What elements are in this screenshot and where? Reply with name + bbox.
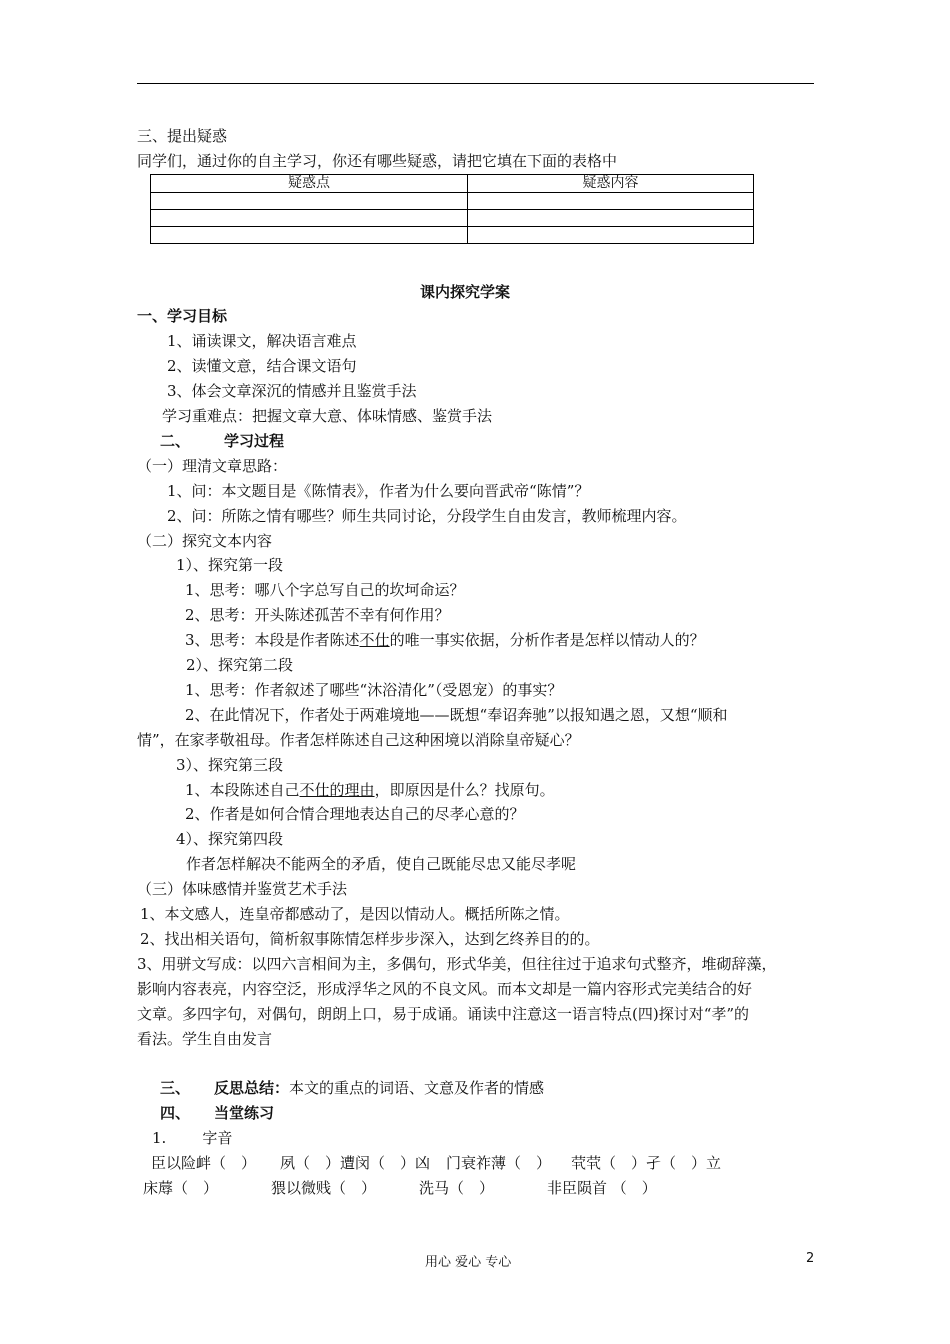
pronunciation-item: 非臣陨首 （ ） xyxy=(547,1179,657,1197)
process-heading xyxy=(160,431,284,451)
table-cell[interactable] xyxy=(151,210,468,227)
pronunciation-item: 洗马（ ） xyxy=(419,1179,495,1197)
question: 1、本段陈述自己不仕的理由，即原因是什么？找原句。 xyxy=(185,781,555,799)
table-cell[interactable] xyxy=(468,193,754,210)
pronunciation-item: 门衰祚薄（ ） xyxy=(446,1154,552,1172)
question: 2、作者是如何合情合理地表达自己的尽孝心意的？ xyxy=(185,805,525,823)
page-title: 课内探究学案 xyxy=(420,283,511,301)
table-cell[interactable] xyxy=(468,227,754,244)
page-number: 2 xyxy=(806,1251,815,1266)
goal-item: 1、诵读课文，解决语言难点 xyxy=(167,332,357,350)
table-header-cell: 疑惑点 xyxy=(151,175,468,193)
table-cell[interactable] xyxy=(151,227,468,244)
reflect-line: 三、 反思总结：本文的重点的词语、文意及作者的情感 xyxy=(160,1079,545,1097)
pronunciation-item: 茕茕（ ）孑（ ）立 xyxy=(571,1154,722,1172)
question: 1、本文感人，连皇帝都感动了，是因以情动人。概括所陈之情。 xyxy=(140,905,570,923)
reflect-label: 反思总结： xyxy=(214,1079,290,1097)
paragraph-line: 看法。学生自由发言 xyxy=(137,1030,273,1048)
paragraph-title: 2）、探究第二段 xyxy=(186,656,294,674)
subsection-title: （一）理清文章思路： xyxy=(137,457,288,475)
paragraph-title: 1）、探究第一段 xyxy=(176,556,284,574)
paragraph-title: 4）、探究第四段 xyxy=(176,830,284,848)
question-continued: 情”，在家孝敬祖母。作者怎样陈述自己这种困境以消除皇帝疑心？ xyxy=(137,731,580,749)
question: 2、问：所陈之情有哪些？师生共同讨论，分段学生自由发言，教师梳理内容。 xyxy=(167,507,687,525)
question: 1、问：本文题目是《陈情表》，作者为什么要向晋武帝“陈情”？ xyxy=(167,482,590,500)
table-cell[interactable] xyxy=(468,210,754,227)
subsection-title: （三）体味感情并鉴赏艺术手法 xyxy=(137,880,348,898)
pronunciation-item: 猥以微贱（ ） xyxy=(271,1179,377,1197)
goal-item: 3、体会文章深沉的情感并且鉴赏手法 xyxy=(167,382,417,400)
underlined-term: 不仕 xyxy=(359,631,390,649)
table-row xyxy=(151,193,754,210)
table-header-cell: 疑惑内容 xyxy=(468,175,754,193)
doubts-instructions: 同学们，通过你的自主学习，你还有哪些疑惑，请把它填在下面的表格中 xyxy=(137,152,618,170)
table-cell[interactable] xyxy=(151,193,468,210)
paragraph-line: 文章。多四字句，对偶句，朗朗上口，易于成诵。诵读中注意这一语言特点(四)探讨对“孝”的 xyxy=(137,1005,750,1023)
underlined-term: 不仕的理由 xyxy=(299,781,375,799)
question: 2、思考：开头陈述孤苦不幸有何作用？ xyxy=(185,606,450,624)
question: 2、找出相关语句，简析叙事陈情怎样步步深入，达到乞终养目的的。 xyxy=(140,930,600,948)
question: 2、在此情况下，作者处于两难境地——既想“奉诏奔驰”以报知遇之恩，又想“顺和 xyxy=(185,706,728,724)
process-num: 二、 xyxy=(160,432,191,450)
header-rule xyxy=(137,83,814,84)
pronunciation-item: 臣以险衅（ ） xyxy=(151,1154,257,1172)
pronunciation-item: 床蓐（ ） xyxy=(143,1179,219,1197)
paragraph-line: 3、用骈文写成：以四六言相间为主，多偶句，形式华美，但往往过于追求句式整齐，堆砌辞藻， xyxy=(137,955,777,973)
reflect-text: 本文的重点的词语、文意及作者的情感 xyxy=(289,1079,545,1097)
goals-focus: 学习重难点：把握文章大意、体味情感、鉴赏手法 xyxy=(162,407,493,425)
goal-item: 2、读懂文意，结合课文语句 xyxy=(167,357,357,375)
paragraph-line: 影响内容表亮，内容空泛，形成浮华之风的不良文风。而本文却是一篇内容形式完美结合的好 xyxy=(137,980,753,998)
question: 作者怎样解决不能两全的矛盾，使自己既能尽忠又能尽孝呢 xyxy=(186,855,577,873)
question: 3、思考：本段是作者陈述不仕的唯一事实依据，分析作者是怎样以情动人的？ xyxy=(185,631,705,649)
practice-heading: 四、 当堂练习 xyxy=(160,1104,275,1122)
section-title-doubts: 三、提出疑惑 xyxy=(137,127,228,145)
goals-heading: 一、学习目标 xyxy=(137,307,228,325)
doubts-table xyxy=(150,174,754,244)
process-title: 学习过程 xyxy=(224,432,285,450)
subsection-title: （二）探究文本内容 xyxy=(137,532,273,550)
table-row xyxy=(151,227,754,244)
table-row xyxy=(151,210,754,227)
practice-subheading: 1. 字音 xyxy=(152,1129,233,1147)
paragraph-title: 3）、探究第三段 xyxy=(176,756,284,774)
pronunciation-item: 夙（ ）遭闵（ ）凶 xyxy=(280,1154,431,1172)
question: 1、思考：作者叙述了哪些“沐浴清化”（受恩宠）的事实？ xyxy=(185,681,563,699)
question: 1、思考：哪八个字总写自己的坎坷命运？ xyxy=(185,581,465,599)
footer-motto: 用心 爱心 专心 xyxy=(425,1255,512,1270)
